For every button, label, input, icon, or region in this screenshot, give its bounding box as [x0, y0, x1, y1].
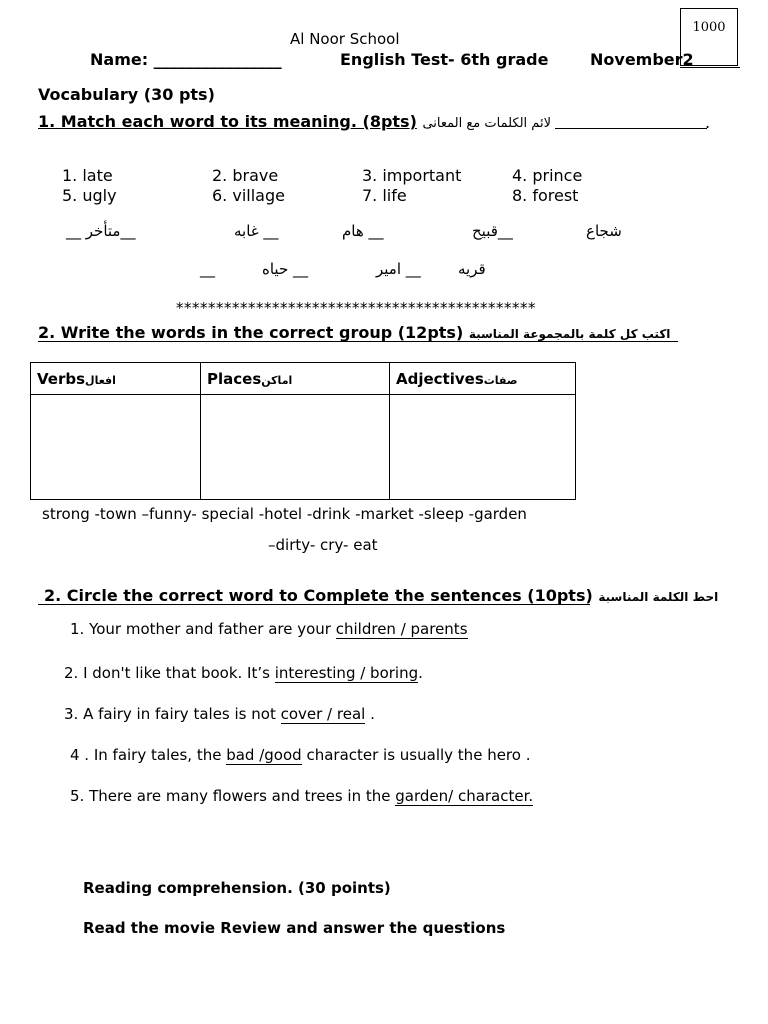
sentence-5-text: 5. There are many flowers and trees in the [70, 787, 396, 805]
meaning-8: __ حياه [262, 260, 308, 278]
word-bank-line-2: –dirty- cry- eat [268, 536, 378, 554]
meaning-7: __ امير [376, 260, 421, 278]
sentence-4 [70, 746, 530, 765]
question-1-underline [555, 128, 707, 129]
question-1-text: 1. Match each word to its meaning. (8pts) [38, 112, 417, 131]
test-date: November2 [590, 50, 694, 69]
sentence-1-choices[interactable]: children / parents [335, 620, 468, 638]
word-bank-line-1: strong -town –funny- special -hotel -drink -market -sleep -garden [42, 505, 527, 523]
sentence-5-choices[interactable]: garden/ character. [395, 787, 534, 805]
sentence-1-text: 1. Your mother and father are your [70, 620, 336, 638]
word-6: 6. village [212, 186, 285, 205]
verbs-label: Verbs [37, 369, 86, 388]
sentence-2-choices[interactable]: interesting / boring [274, 664, 419, 682]
question-3-arabic: احط الكلمة المناسبة [598, 590, 719, 604]
table-header-row [31, 363, 576, 395]
places-arabic: اماكن [261, 373, 293, 387]
adjectives-arabic: صفات [483, 373, 518, 387]
meaning-5: __متأخر __ [66, 222, 136, 240]
question-1-heading [38, 112, 551, 131]
sentence-4-text: 4 . In fairy tales, the [70, 746, 227, 764]
meaning-3: __ هام [342, 222, 384, 240]
sentence-5 [70, 787, 533, 806]
word-2: 2. brave [212, 166, 279, 185]
places-column-header [201, 363, 390, 395]
sentence-1 [70, 620, 468, 639]
reading-instruction: Read the movie Review and answer the questions [83, 919, 506, 937]
verbs-answer-cell[interactable] [31, 395, 201, 500]
score-box [680, 8, 738, 66]
meaning-4: __ غابه [234, 222, 279, 240]
question-2-heading [38, 323, 670, 342]
places-answer-cell[interactable] [201, 395, 390, 500]
question-2-arabic: اكتب كل كلمة بالمجموعة المناسبة [468, 327, 671, 341]
word-7: 7. life [362, 186, 407, 205]
word-1: 1. late [62, 166, 113, 185]
verbs-arabic: افعال [85, 373, 116, 387]
sentence-3-end: . [365, 705, 375, 723]
sentence-2-end: . [418, 664, 423, 682]
vocabulary-heading: Vocabulary (30 pts) [38, 85, 215, 104]
date-underline [680, 67, 740, 68]
adjectives-label: Adjectives [396, 369, 484, 388]
sentence-3-choices[interactable]: cover / real [280, 705, 366, 723]
adjectives-answer-cell[interactable] [390, 395, 576, 500]
question-2-underline [38, 341, 678, 342]
question-3-underline [38, 604, 590, 605]
table-answer-row [31, 395, 576, 500]
sentence-2 [64, 664, 423, 683]
adjectives-column-header [390, 363, 576, 395]
name-label: Name: ________________ [90, 50, 282, 69]
word-groups-table [30, 362, 576, 500]
sentence-2-text: 2. I don't like that book. It’s [64, 664, 275, 682]
word-5: 5. ugly [62, 186, 117, 205]
places-label: Places [207, 369, 262, 388]
sentence-4-end: character is usually the hero . [301, 746, 531, 764]
section-divider: ********************************************* [176, 299, 536, 317]
word-3: 3. important [362, 166, 462, 185]
question-2-text: 2. Write the words in the correct group (12pts) [38, 323, 464, 342]
question-3-text: 2. Circle the correct word to Complete the sentences (10pts) [44, 586, 593, 605]
meaning-9: __ [200, 260, 215, 278]
sentence-3 [64, 705, 375, 724]
question-1-end: . [705, 113, 711, 132]
verbs-column-header [31, 363, 201, 395]
word-8: 8. forest [512, 186, 579, 205]
sentence-4-choices[interactable]: bad /good [226, 746, 302, 764]
question-1-arabic: لائم الكلمات مع المعانى [422, 116, 551, 131]
score-value: 1000 [692, 20, 726, 35]
school-name: Al Noor School [290, 30, 400, 48]
word-4: 4. prince [512, 166, 583, 185]
meaning-1: شجاع [586, 222, 622, 240]
meaning-6: قريه [458, 260, 486, 278]
reading-heading: Reading comprehension. (30 points) [83, 879, 391, 897]
sentence-3-text: 3. A fairy in fairy tales is not [64, 705, 281, 723]
test-title: English Test- 6th grade [340, 50, 549, 69]
meaning-2: __قبيح [472, 222, 513, 240]
question-3-heading [44, 586, 718, 605]
